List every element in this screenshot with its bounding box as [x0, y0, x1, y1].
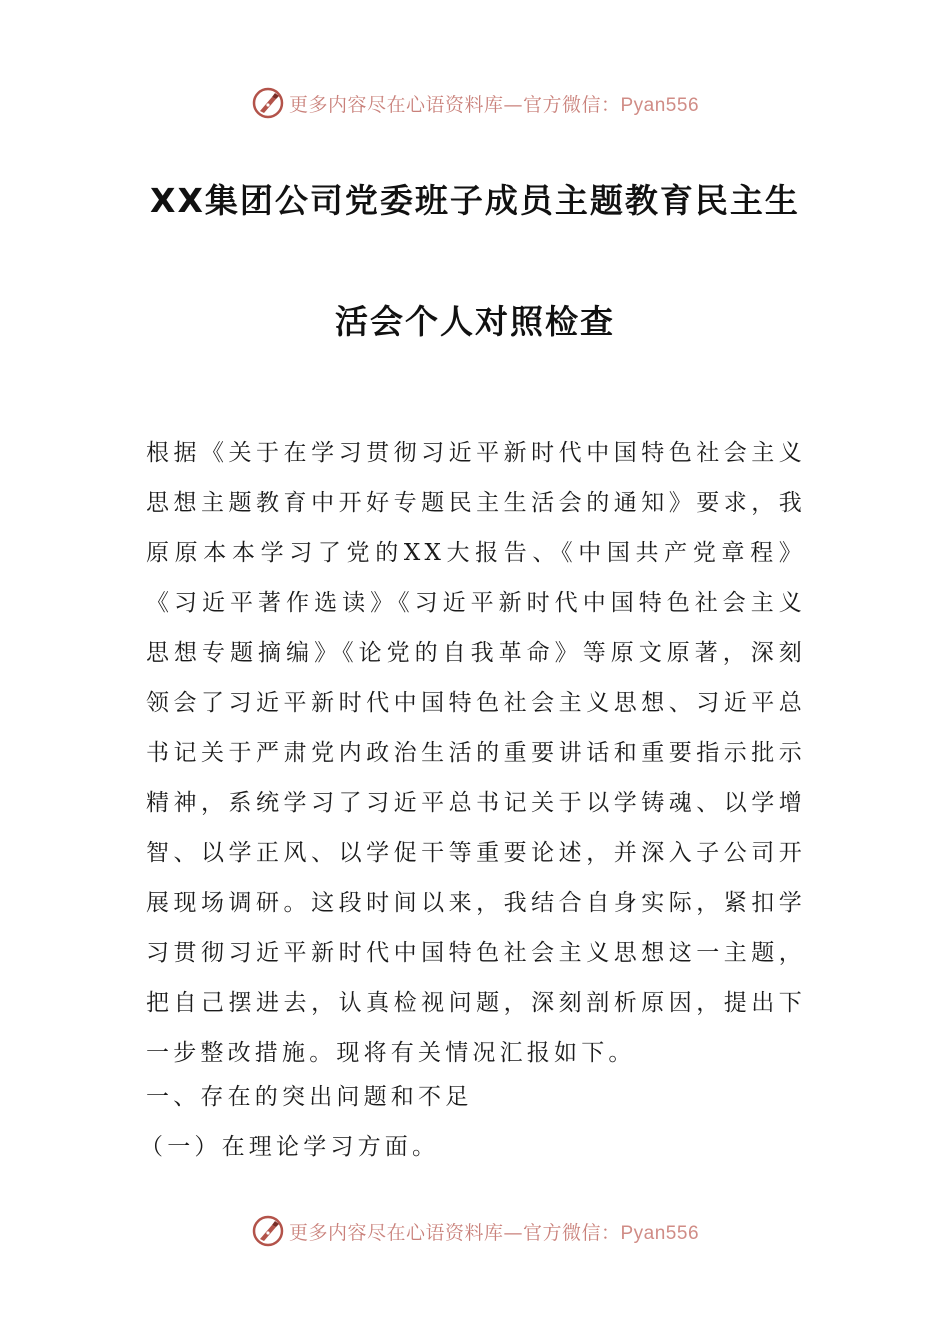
document-title-line-2: 活会个人对照检查 — [335, 302, 615, 341]
watermark-banner-top — [0, 83, 950, 123]
section-heading-1: 一、存在的突出问题和不足 — [146, 1084, 473, 1110]
watermark-wechat-id: Pyan556 — [620, 1222, 700, 1244]
watermark-dash: — — [503, 1221, 523, 1244]
watermark-contact: 官方微信： — [522, 1221, 621, 1244]
watermark-dash: — — [503, 93, 523, 116]
pen-nib-icon — [251, 1214, 285, 1248]
watermark-contact: 官方微信： — [522, 93, 621, 116]
intro-paragraph: 根据《关于在学习贯彻习近平新时代中国特色社会主义思想主题教育中开好专题民主生活会的通知》要求，我原原本本学习了党的XX大报告、《中国共产党章程》《习近平著作选读》《习近平新时代中国特色社会主义思想专题摘编》《论党的自我革命》等原文原著，深刻领会了习近平新时代中国特色社会主义思想、习近平总书记关于严肃党内政治生活的重要讲话和重要指示批示精神，系统学习了习近平总书记关于以学铸魂、以学增智、以学正风、以学促干等重要论述，并深入子公司开展现场调研。这段时间以来，我结合自身实际，紧扣学习贯彻习近平新时代中国特色社会主义思想这一主题，把自己摆进去，认真检视问题，深刻剖析原因，提出下一步整改措施。现将有关情况汇报如下。 — [146, 440, 806, 1066]
watermark-banner-bottom — [0, 1211, 950, 1251]
watermark-text — [289, 1218, 699, 1245]
watermark-brand: 更多内容尽在心语资料库 — [288, 93, 504, 116]
watermark-text — [289, 90, 699, 117]
watermark-brand: 更多内容尽在心语资料库 — [288, 1221, 504, 1244]
document-title-line-1: XX集团公司党委班子成员主题教育民主生 — [150, 181, 800, 220]
subsection-heading-1: （一）在理论学习方面。 — [140, 1134, 440, 1160]
pen-nib-icon — [251, 86, 285, 120]
watermark-wechat-id: Pyan556 — [620, 94, 700, 116]
